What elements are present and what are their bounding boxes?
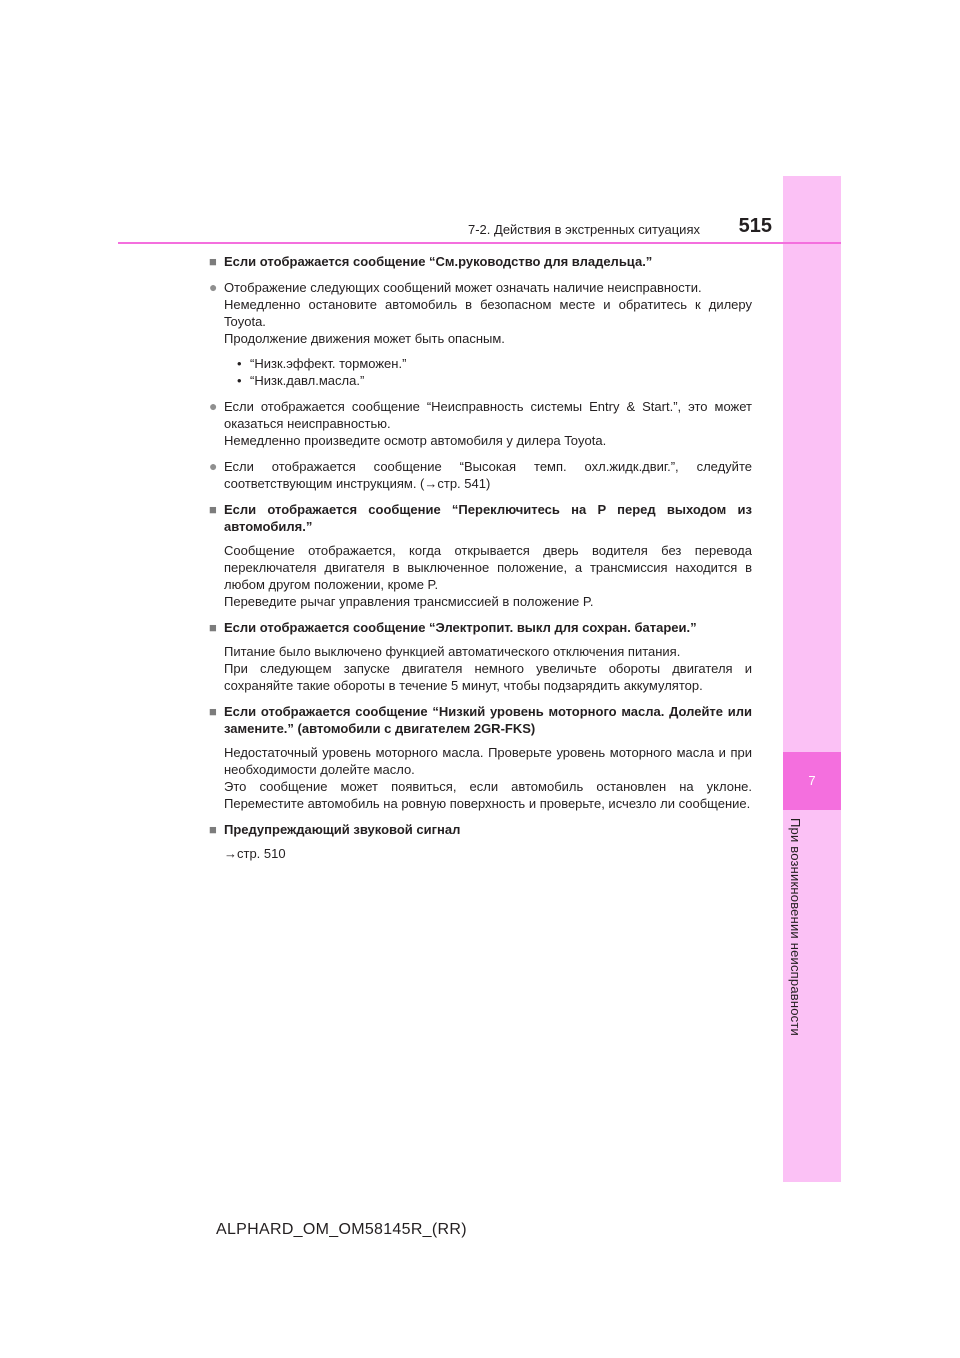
- page-content: [209, 251, 752, 862]
- paragraph: Сообщение отображается, когда открывается дверь водителя без перевода переключателя двигателя в выключенное положение, а трансмиссия находится в любом другом положении, кроме P. Переведите рычаг управления трансмиссией в положение P.: [224, 543, 752, 609]
- page-reference-link[interactable]: →стр. 510: [224, 846, 286, 861]
- filled-circle-bullet-icon: ●: [209, 398, 218, 414]
- black-square-bullet-icon: ■: [209, 704, 217, 719]
- chapter-label: При возникновении неисправности: [788, 818, 803, 1036]
- black-square-bullet-icon: ■: [209, 502, 217, 517]
- list-item: ● Если отображается сообщение “Высокая темп. охл.жидк.двиг.”, следуйте соответствующим инструкциям. (→стр. 541): [209, 458, 752, 491]
- section-heading: ■ Если отображается сообщение “Электропит. выкл для сохран. батареи.”: [209, 620, 697, 635]
- list-item: • “Низк.эффект. торможен.”: [237, 356, 407, 371]
- chapter-number-tab[interactable]: 7: [783, 752, 841, 810]
- document-code: ALPHARD_OM_OM58145R_(RR): [216, 1221, 467, 1238]
- page-number: 515: [738, 215, 772, 237]
- black-square-bullet-icon: ■: [209, 620, 217, 635]
- paragraph: Питание было выключено функцией автоматического отключения питания. При следующем запуске двигателя немного увеличьте обороты двигателя и сохраняйте такие обороты в течение 5 минут, чтобы подзарядить аккумулятор.: [224, 644, 752, 693]
- section-heading: ■ Если отображается сообщение “Низкий уровень моторного масла. Долейте или замените.” (автомобили с двигателем 2GR-FKS): [209, 704, 752, 736]
- list-item: • “Низк.давл.масла.”: [237, 373, 365, 388]
- list-item: ● Отображение следующих сообщений может означать наличие неисправности. Немедленно остановите автомобиль в безопасном месте и обратитесь к дилеру Toyota. Продолжение движения может быть опасным.: [209, 279, 752, 346]
- section-heading: ■ Если отображается сообщение “См.руководство для владельца.”: [209, 254, 653, 269]
- filled-circle-bullet-icon: ●: [209, 279, 218, 295]
- filled-circle-bullet-icon: ●: [209, 458, 218, 474]
- section-heading: ■ Если отображается сообщение “Переключитесь на P перед выходом из автомобиля.”: [209, 502, 752, 534]
- section-title: 7-2. Действия в экстренных ситуациях: [468, 222, 700, 237]
- section-heading: ■ Предупреждающий звуковой сигнал: [209, 822, 461, 837]
- list-item: ● Если отображается сообщение “Неисправность системы Entry & Start.”, это может оказаться неисправностью. Немедленно произведите осмотр автомобиля у дилера Toyota.: [209, 398, 752, 448]
- black-square-bullet-icon: ■: [209, 822, 217, 837]
- message-list: [237, 355, 752, 389]
- paragraph: Недостаточный уровень моторного масла. Проверьте уровень моторного масла и при необходимости долейте масло. Это сообщение может появиться, если автомобиль остановлен на уклоне. Переместите автомобиль на ровную поверхность и проверьте, исчезло ли сообщение.: [224, 745, 752, 811]
- header-rule: [118, 242, 841, 244]
- black-square-bullet-icon: ■: [209, 254, 217, 269]
